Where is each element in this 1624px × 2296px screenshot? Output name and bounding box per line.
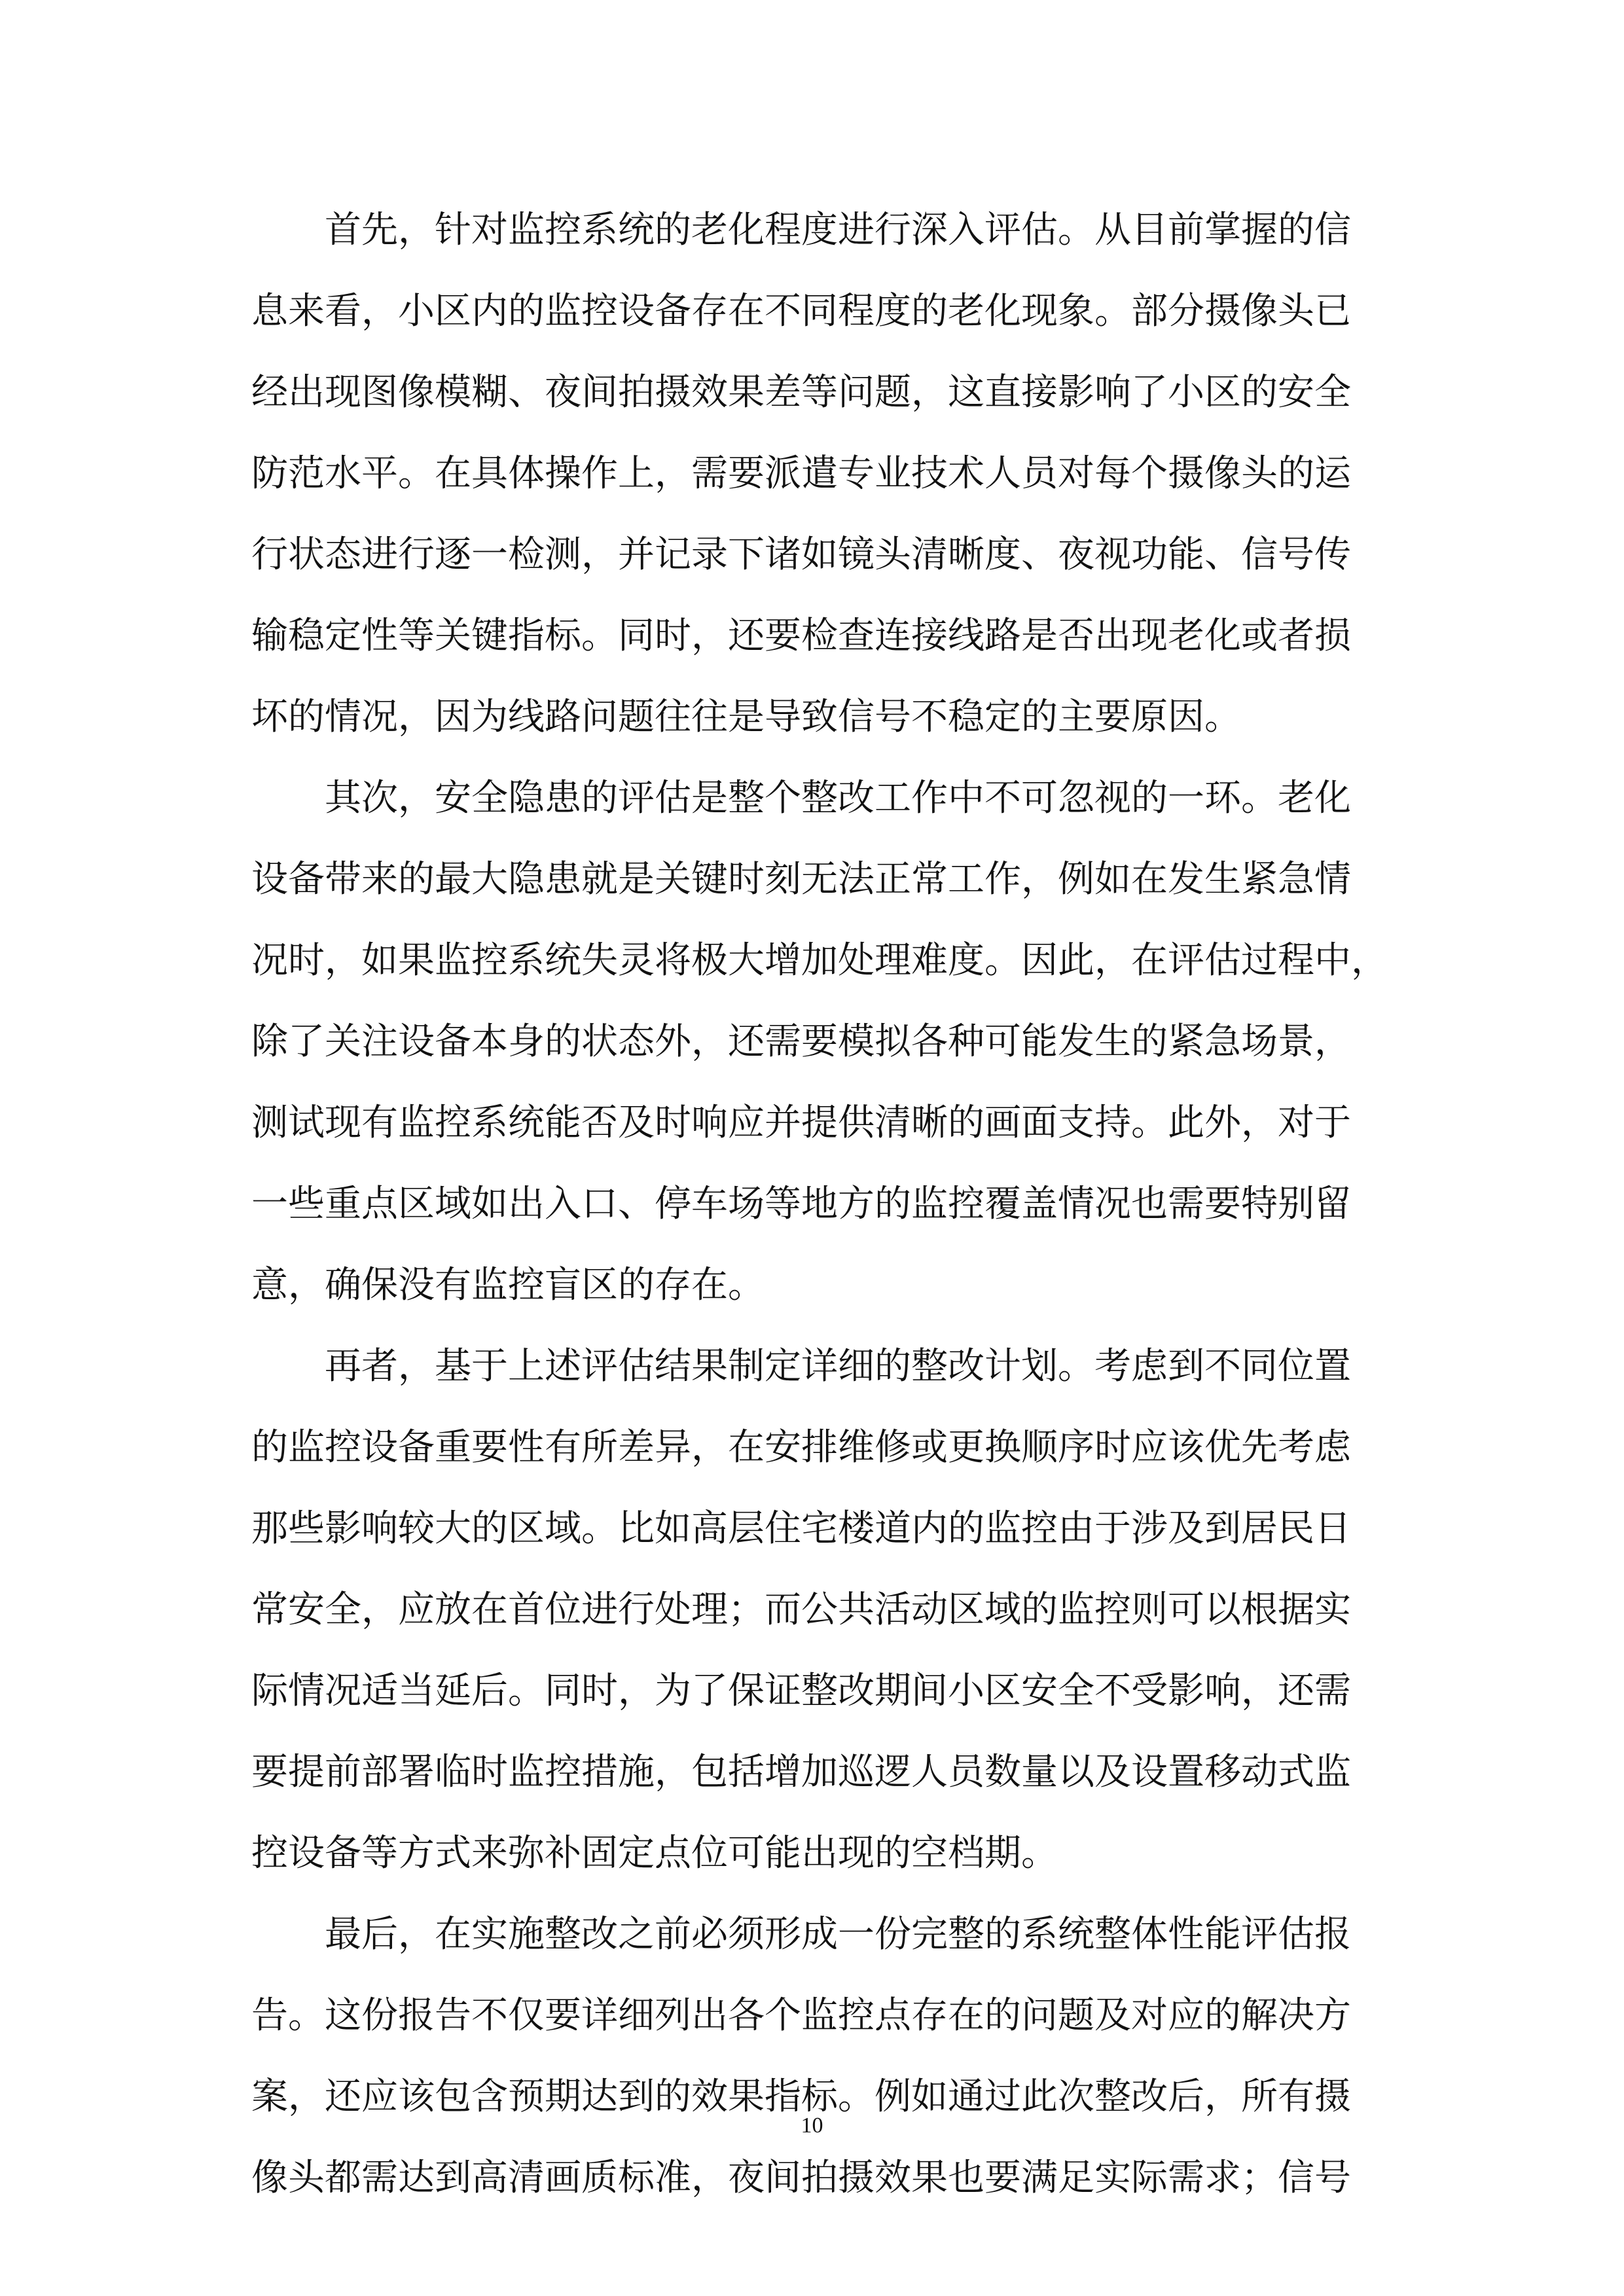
text-line: 的监控设备重要性有所差异，在安排维修或更换顺序时应该优先考虑 <box>251 1426 1351 1469</box>
text-line: 告。这份报告不仅要详细列出各个监控点存在的问题及对应的解决方 <box>251 1994 1351 2037</box>
text-line: 测试现有监控系统能否及时响应并提供清晰的画面支持。此外，对于 <box>251 1102 1351 1144</box>
text-line: 一些重点区域如出入口、停车场等地方的监控覆盖情况也需要特别留 <box>251 1183 1351 1225</box>
text-line: 意，确保没有监控盲区的存在。 <box>251 1264 765 1306</box>
text-line: 再者，基于上述评估结果制定详细的整改计划。考虑到不同位置 <box>325 1345 1351 1388</box>
text-line: 最后，在实施整改之前必须形成一份完整的系统整体性能评估报 <box>325 1913 1351 1956</box>
text-line: 际情况适当延后。同时，为了保证整改期间小区安全不受影响，还需 <box>251 1670 1351 1712</box>
text-line: 防范水平。在具体操作上，需要派遣专业技术人员对每个摄像头的运 <box>251 452 1351 495</box>
text-line: 其次，安全隐患的评估是整个整改工作中不可忽视的一环。老化 <box>325 777 1351 819</box>
text-line: 经出现图像模糊、夜间拍摄效果差等问题，这直接影响了小区的安全 <box>251 371 1351 414</box>
text-line: 除了关注设备本身的状态外，还需要模拟各种可能发生的紧急场景， <box>251 1020 1351 1063</box>
text-line: 要提前部署临时监控措施，包括增加巡逻人员数量以及设置移动式监 <box>251 1751 1351 1793</box>
text-line: 控设备等方式来弥补固定点位可能出现的空档期。 <box>251 1832 1058 1874</box>
text-line: 那些影响较大的区域。比如高层住宅楼道内的监控由于涉及到居民日 <box>251 1507 1351 1550</box>
text-line: 首先，针对监控系统的老化程度进行深入评估。从目前掌握的信 <box>325 209 1351 251</box>
text-line: 行状态进行逐一检测，并记录下诸如镜头清晰度、夜视功能、信号传 <box>251 533 1351 576</box>
text-line: 像头都需达到高清画质标准，夜间拍摄效果也要满足实际需求；信号 <box>251 2157 1351 2199</box>
paragraph <box>251 190 1394 758</box>
text-line: 设备带来的最大隐患就是关键时刻无法正常工作，例如在发生紧急情 <box>251 858 1351 901</box>
text-line: 输稳定性等关键指标。同时，还要检查连接线路是否出现老化或者损 <box>251 615 1351 657</box>
text-line: 息来看，小区内的监控设备存在不同程度的老化现象。部分摄像头已 <box>251 290 1351 332</box>
text-line: 常安全，应放在首位进行处理；而公共活动区域的监控则可以根据实 <box>251 1588 1351 1631</box>
page-number: 10 <box>801 2113 823 2138</box>
body-text <box>251 190 1394 2219</box>
paragraph <box>251 758 1394 1326</box>
paragraph <box>251 1894 1394 2219</box>
text-line: 案，还应该包含预期达到的效果指标。例如通过此次整改后，所有摄 <box>251 2075 1351 2118</box>
text-line: 况时，如果监控系统失灵将极大增加处理难度。因此，在评估过程中， <box>251 939 1388 982</box>
text-line: 坏的情况，因为线路问题往往是导致信号不稳定的主要原因。 <box>251 696 1241 738</box>
paragraph <box>251 1326 1394 1894</box>
